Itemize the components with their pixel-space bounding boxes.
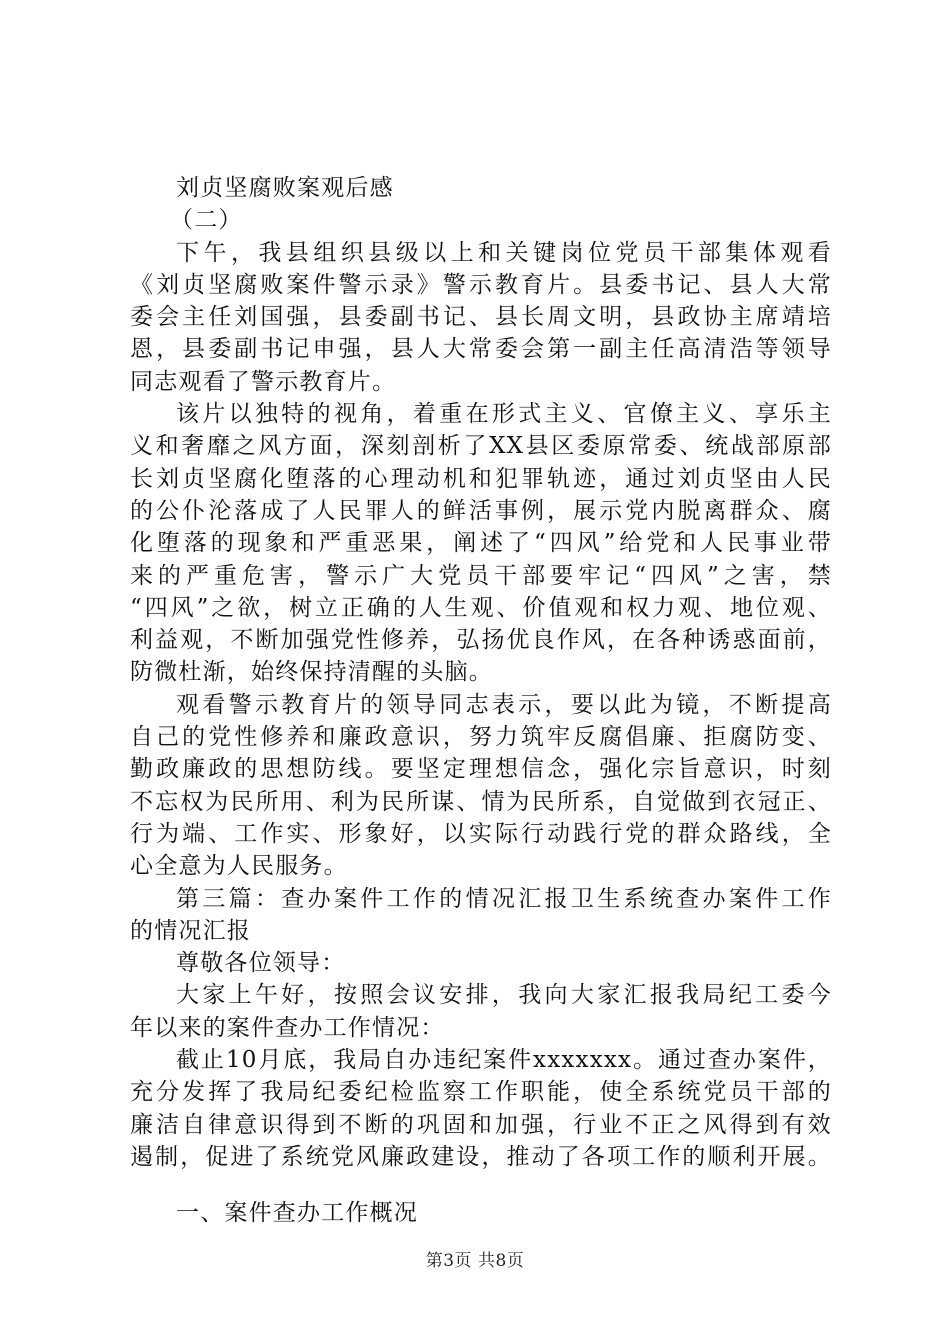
paragraph-1	[130, 237, 832, 398]
salutation: 尊敬各位领导：	[176, 950, 346, 977]
paragraph-line: 恩，县委副书记申强，县人大常委会第一副主任高清浩等领导	[130, 336, 832, 363]
paragraph-line: 心全意为人民服务。	[130, 853, 348, 880]
paragraph-line: 同志观看了警示教育片。	[130, 368, 397, 395]
paragraph-line: 义和奢靡之风方面，深刻剖析了XX县区委原常委、统战部原部	[130, 433, 832, 460]
paragraph-line: 年以来的案件查办工作情况：	[130, 1014, 445, 1041]
paragraph-line: 防微杜渐，始终保持清醒的头脑。	[130, 659, 493, 686]
paragraph-line: 勤政廉政的思想防线。要坚定理想信念，强化宗旨意识，时刻	[130, 756, 832, 783]
paragraph-line: 自己的党性修养和廉政意识，努力筑牢反腐倡廉、拒腐防变、	[130, 724, 832, 751]
paragraph-line: 《刘贞坚腐败案件警示录》警示教育片。县委书记、县人大常	[130, 271, 832, 298]
paragraph-line: 截止10月底，我局自办违纪案件xxxxxxx。通过查办案件，	[176, 1047, 832, 1074]
paragraph-line: 遏制，促进了系统党风廉政建设，推动了各项工作的顺利开展。	[130, 1143, 832, 1170]
paragraph-2	[130, 398, 832, 689]
page-number-footer: 第3页 共8页	[425, 1251, 525, 1271]
paragraph-5	[130, 1044, 832, 1173]
paragraph-line: 委会主任刘国强，县委副书记、县长周文明，县政协主席靖培	[130, 304, 832, 331]
paragraph-line: 观看警示教育片的领导同志表示，要以此为镜，不断提高	[176, 691, 832, 718]
paragraph-line: 该片以独特的视角，着重在形式主义、官僚主义、享乐主	[176, 401, 832, 428]
paragraph-line: 长刘贞坚腐化堕落的心理动机和犯罪轨迹，通过刘贞坚由人民	[130, 465, 832, 492]
paragraph-line: 来的严重危害，警示广大党员干部要牢记“四风”之害，禁	[130, 562, 832, 589]
paragraph-line: 充分发挥了我局纪委纪检监察工作职能，使全系统党员干部的	[130, 1079, 832, 1106]
paragraph-3	[130, 689, 832, 883]
paragraph-line: 化堕落的现象和严重恶果，阐述了“四风”给党和人民事业带	[130, 530, 832, 557]
paragraph-line: 廉洁自律意识得到不断的巩固和加强，行业不正之风得到有效	[130, 1111, 832, 1138]
paragraph-line: 下午，我县组织县级以上和关键岗位党员干部集体观看	[176, 239, 832, 266]
paragraph-line: 利益观，不断加强党性修养，弘扬优良作风，在各种诱惑面前，	[130, 627, 832, 654]
paragraph-line: 的公仆沦落成了人民罪人的鲜活事例，展示党内脱离群众、腐	[130, 497, 832, 524]
paragraph-line: 不忘权为民所用、利为民所谋、情为民所系，自觉做到衣冠正、	[130, 788, 832, 815]
paragraph-line: 大家上午好，按照会议安排，我向大家汇报我局纪工委今	[176, 982, 832, 1009]
document-subtitle: （二）	[170, 207, 243, 234]
heading-line: 第三篇：查办案件工作的情况汇报卫生系统查办案件工作	[176, 885, 832, 912]
paragraph-4	[130, 979, 832, 1044]
paragraph-line: “四风”之欲，树立正确的人生观、价值观和权力观、地位观、	[130, 594, 832, 621]
document-title: 刘贞坚腐败案观后感	[176, 175, 394, 201]
document-body	[130, 172, 832, 1230]
section-heading: 一、案件查办工作概况	[176, 1200, 418, 1227]
paragraph-line: 行为端、工作实、形象好，以实际行动践行党的群众路线，全	[130, 820, 832, 847]
heading-line: 的情况汇报	[130, 917, 251, 944]
section-3-heading	[130, 883, 832, 948]
